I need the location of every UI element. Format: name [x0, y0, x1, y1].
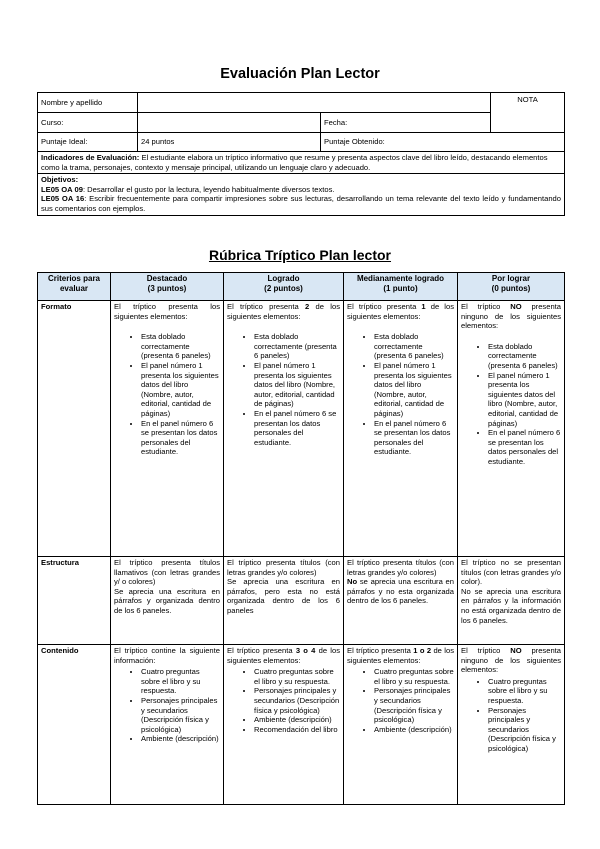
puntaje-ideal-label: Puntaje Ideal:: [38, 133, 138, 152]
criterion-formato: Formato: [38, 301, 111, 557]
list-item: • En el panel número 6 se presentan los datos personales del estudiante.: [488, 428, 561, 466]
formato-porlograr: [458, 301, 565, 557]
rubric-table: [37, 272, 565, 805]
list-item: • Ambiente (descripción): [141, 734, 220, 744]
formato-porlograr-list: [461, 342, 561, 467]
contenido-porlograr: [458, 645, 565, 805]
formato-logrado: [224, 301, 344, 557]
objetivo-oa16: [41, 194, 561, 213]
list-item: • Esta doblado correctamente (presenta 6 paneles): [141, 332, 220, 361]
nombre-field[interactable]: [138, 93, 491, 113]
oa09-text: : Desarrollar el gusto por la lectura, leyendo habitualmente diversos textos.: [82, 184, 335, 194]
contenido-porlograr-list: [461, 677, 561, 754]
student-info-table: [37, 92, 565, 216]
header-porlograr: [458, 273, 565, 301]
header-criterios: Criterios para evaluar: [38, 273, 111, 301]
indicadores-label: Indicadores de Evaluación:: [41, 153, 140, 162]
header-logrado-label: Logrado: [267, 274, 300, 283]
header-destacado: [111, 273, 224, 301]
contenido-destacado-list: [114, 667, 220, 744]
nota-field[interactable]: [491, 93, 565, 133]
formato-destacado-list: [114, 332, 220, 457]
list-item: • Esta doblado correctamente (presenta 6 paneles): [374, 332, 454, 361]
oa16-code: LE05 OA 16: [41, 194, 85, 204]
header-logrado: [224, 273, 344, 301]
nombre-label: Nombre y apellido: [38, 93, 138, 113]
list-item: • En el panel número 6 se presentan los datos personales del estudiante.: [254, 409, 340, 447]
oa09-code: LE05 OA 09: [41, 184, 83, 194]
estructura-destacado: El tríptico presenta títulos llamativos (con letras grandes y/ o colores) Se aprecia una escritura en párrafos y organizada dentro de los 6 paneles.: [111, 557, 224, 645]
list-item: • Personajes principales y secundarios (Descripción física y psicológica): [374, 686, 454, 724]
contenido-logrado: [224, 645, 344, 805]
estructura-medianamente: El tríptico presenta títulos (con letras grandes y/o colores) No se aprecia una escritura en párrafos y no esta organizada dentro de los 6 paneles.: [344, 557, 458, 645]
header-porlograr-label: Por lograr: [491, 274, 531, 283]
formato-porlograr-intro: El tríptico NO presenta ninguno de los siguientes elementos:: [461, 302, 561, 331]
contenido-medianamente-list: [347, 667, 454, 734]
nota-label: NOTA: [517, 95, 538, 104]
contenido-medianamente-intro: El tríptico presenta 1 o 2 de los siguientes elementos:: [347, 646, 454, 665]
list-item: • Esta doblado correctamente (presenta 6 paneles): [254, 332, 340, 361]
list-item: • Cuatro preguntas sobre el libro y su respuesta.: [374, 667, 454, 686]
document-title: Evaluación Plan Lector: [220, 66, 380, 82]
list-item: • El panel número 1 presenta los siguientes datos del libro (Nombre, autor, editorial, cantidad de páginas): [141, 361, 220, 419]
list-item: • Cuatro preguntas sobre el libro y su respuesta.: [488, 677, 561, 706]
formato-logrado-intro: El tríptico presenta 2 de los siguientes elementos:: [227, 302, 340, 321]
criterion-estructura: Estructura: [38, 557, 111, 645]
list-item: • Cuatro preguntas sobre el libro y su respuesta.: [254, 667, 340, 686]
formato-logrado-list: [227, 332, 340, 447]
oa16-text: : Escribir frecuentemente para compartir impresiones sobre sus lecturas, desarrollando un tema relevante del texto leído y fundamentando sus comentarios con ejemplos.: [41, 194, 561, 213]
list-item: • Ambiente (descripción): [254, 715, 340, 725]
list-item: • Personajes principales y secundarios (Descripción física y psicológica): [254, 686, 340, 715]
contenido-logrado-list: [227, 667, 340, 734]
header-destacado-points: (3 puntos): [147, 284, 187, 293]
list-item: • Personajes principales y secundarios (Descripción física y psicológica): [141, 696, 220, 734]
formato-destacado-intro: El tríptico presenta los siguientes elementos:: [114, 302, 220, 321]
header-logrado-points: (2 puntos): [264, 284, 303, 293]
list-item: • Cuatro preguntas sobre el libro y su respuesta.: [141, 667, 220, 696]
header-medianamente-label: Medianamente logrado: [356, 274, 445, 283]
header-medianamente-points: (1 punto): [383, 284, 418, 293]
curso-field[interactable]: [138, 113, 321, 133]
list-item: • El panel número 1 presenta los siguientes datos del libro (Nombre, autor, editorial, cantidad de páginas): [374, 361, 454, 419]
contenido-destacado: [111, 645, 224, 805]
formato-destacado: [111, 301, 224, 557]
contenido-destacado-intro: El tríptico contine la siguiente información:: [114, 646, 220, 665]
header-porlograr-points: (0 puntos): [491, 284, 531, 293]
list-item: • El panel número 1 presenta los siguientes datos del libro (Nombre, autor, editorial, cantidad de páginas): [488, 371, 561, 429]
contenido-logrado-intro: El tríptico presenta 3 o 4 de los siguientes elementos:: [227, 646, 340, 665]
fecha-label: Fecha:: [324, 117, 348, 127]
list-item: • Personajes principales y secundarios (Descripción física y psicológica): [488, 706, 561, 754]
objetivos-cell: [38, 174, 565, 215]
estructura-porlograr: El tríptico no se presentan títulos (con letras grandes y/o color). No se aprecia una escritura en párrafos y la información no está organizada dentro de los 6 paneles.: [458, 557, 565, 645]
indicadores-cell: [38, 152, 565, 174]
list-item: • Esta doblado correctamente (presenta 6 paneles): [488, 342, 561, 371]
puntaje-obtenido-field[interactable]: [321, 133, 565, 152]
fecha-field[interactable]: [321, 113, 491, 133]
indicadores-text: El estudiante elabora un tríptico informativo que resume y presenta aspectos clave del libro leído, destacando elementos como la trama, personajes, contexto y mensaje principal, utilizando un lenguaje claro y adecuado.: [41, 153, 548, 172]
list-item: • Recomendación del libro: [254, 725, 340, 735]
puntaje-obtenido-label: Puntaje Obtenido:: [324, 137, 385, 147]
header-destacado-label: Destacado: [146, 274, 188, 283]
criterion-contenido: Contenido: [38, 645, 111, 805]
list-item: • En el panel número 6 se presentan los datos personales del estudiante.: [374, 419, 454, 457]
contenido-porlograr-intro: El tríptico NO presenta ninguno de los siguientes elementos:: [461, 646, 561, 675]
curso-label: Curso:: [38, 113, 138, 133]
formato-medianamente-list: [347, 332, 454, 457]
estructura-logrado: El tríptico presenta títulos (con letras grandes y/o colores) Se aprecia una escritura en párrafos, pero esta no está organizada dentro de los 6 paneles: [224, 557, 344, 645]
objetivos-label: Objetivos:: [41, 175, 79, 185]
header-medianamente: [344, 273, 458, 301]
formato-medianamente: [344, 301, 458, 557]
puntaje-ideal-value: 24 puntos: [138, 133, 321, 152]
rubric-title: Rúbrica Tríptico Plan lector: [208, 247, 392, 263]
contenido-medianamente: [344, 645, 458, 805]
list-item: • En el panel número 6 se presentan los datos personales del estudiante.: [141, 419, 220, 457]
list-item: • Ambiente (descripción): [374, 725, 454, 735]
list-item: • El panel número 1 presenta los siguientes datos del libro (Nombre, autor, editorial, cantidad de páginas): [254, 361, 340, 409]
objetivo-oa09: [41, 185, 561, 195]
formato-medianamente-intro: El tríptico presenta 1 de los siguientes elementos:: [347, 302, 454, 321]
